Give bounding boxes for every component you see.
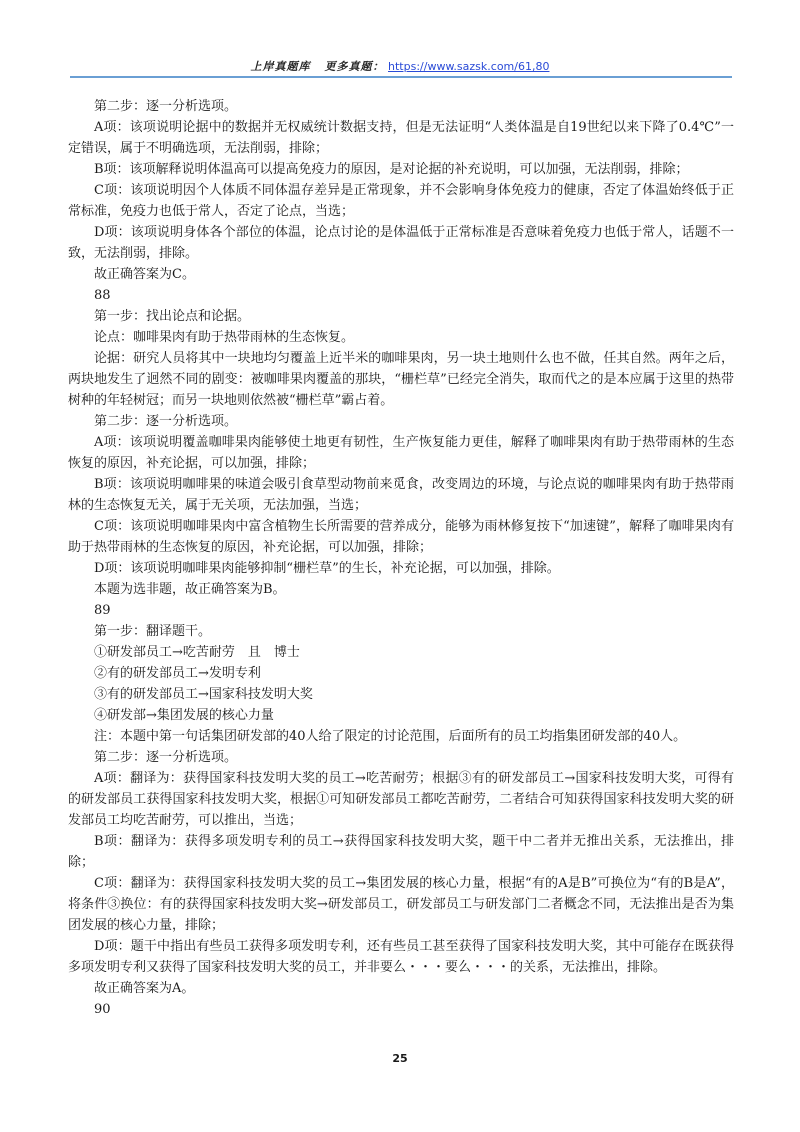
paragraph: ①研发部员工→吃苦耐劳 且 博士	[94, 645, 300, 660]
paragraph: 注：本题中第一句话集团研发部的40人给了限定的讨论范围，后面所有的员工均指集团研发部的40人。	[94, 729, 687, 744]
paragraph: C项：翻译为：获得国家科技发明大奖的员工→集团发展的核心力量，根据“有的A是B”可换位为“有的B是A”，将条件③换位：有的获得国家科技发明大奖→研发部员工，研发部员工与研发部门二者概念不同，无法推出是否为集团发展的核心力量，排除；	[68, 876, 734, 933]
paragraph: 90	[94, 1002, 111, 1017]
paragraph: 论据：研究人员将其中一块地均匀覆盖上近半米的咖啡果肉，另一块土地则什么也不做，任其自然。两年之后，两块地发生了迥然不同的剧变：被咖啡果肉覆盖的那块，“栅栏草”已经完全消失，取而代之的是本应属于这里的热带树种的年轻树冠；而另一块地则依然被“栅栏草”霸占着。	[68, 351, 734, 408]
document-body	[68, 96, 734, 1020]
paragraph: A项：该项说明覆盖咖啡果肉能够使土地更有韧性，生产恢复能力更佳，解释了咖啡果肉有助于热带雨林的生态恢复的原因，补充论据，可以加强，排除；	[68, 435, 734, 471]
paragraph: 故正确答案为A。	[94, 981, 195, 996]
paragraph: ③有的研发部员工→国家科技发明大奖	[94, 687, 313, 702]
paragraph: 第二步：逐一分析选项。	[94, 414, 238, 429]
paragraph: D项：该项说明身体各个部位的体温，论点讨论的是体温低于正常标准是否意味着免疫力也低于常人，话题不一致，无法削弱，排除。	[68, 225, 734, 261]
paragraph: 第一步：找出论点和论据。	[94, 309, 251, 324]
paragraph: 本题为选非题，故正确答案为B。	[94, 582, 286, 597]
more-label: 更多真题：	[324, 60, 385, 73]
paragraph: D项：题干中指出有些员工获得多项发明专利，还有些员工甚至获得了国家科技发明大奖，其中可能存在既获得多项发明专利又获得了国家科技发明大奖的员工，并非要么・・・要么・・・的关系，无法推出，排除。	[68, 939, 734, 975]
brand-name: 上岸真题库	[250, 60, 311, 73]
page-number: 25	[392, 1052, 408, 1065]
paragraph: 故正确答案为C。	[94, 267, 195, 282]
paragraph: ②有的研发部员工→发明专利	[94, 666, 261, 681]
paragraph: B项：翻译为：获得多项发明专利的员工→获得国家科技发明大奖，题干中二者并无推出关系，无法推出，排除；	[68, 834, 734, 870]
paragraph: 论点：咖啡果肉有助于热带雨林的生态恢复。	[94, 330, 355, 345]
paragraph: 第一步：翻译题干。	[94, 624, 212, 639]
paragraph: 第二步：逐一分析选项。	[94, 99, 238, 114]
paragraph: A项：翻译为：获得国家科技发明大奖的员工→吃苦耐劳；根据③有的研发部员工→国家科技发明大奖，可得有的研发部员工获得国家科技发明大奖，根据①可知研发部员工都吃苦耐劳，二者结合可知获得国家科技发明大奖的研发部员工均吃苦耐劳，可以推出，当选；	[68, 771, 734, 828]
paragraph: B项：该项说明咖啡果的味道会吸引食草型动物前来觅食，改变周边的环境，与论点说的咖啡果肉有助于热带雨林的生态恢复无关，属于无关项，无法加强，当选；	[68, 477, 734, 513]
question-number: 88	[94, 288, 111, 303]
paragraph: B项：该项解释说明体温高可以提高免疫力的原因，是对论据的补充说明，可以加强，无法削弱，排除；	[94, 162, 689, 177]
page-header	[0, 58, 800, 74]
paragraph: ④研发部→集团发展的核心力量	[94, 708, 274, 723]
paragraph: C项：该项说明咖啡果肉中富含植物生长所需要的营养成分，能够为雨林修复按下“加速键”，解释了咖啡果肉有助于热带雨林的生态恢复的原因，补充论据，可以加强，排除；	[68, 519, 734, 555]
paragraph: D项：该项说明咖啡果肉能够抑制“栅栏草”的生长，补充论据，可以加强，排除。	[94, 561, 560, 576]
paragraph: A项：该项说明论据中的数据并无权威统计数据支持，但是无法证明“人类体温是自19世纪以来下降了0.4℃”一定错误，属于不明确选项，无法削弱，排除；	[68, 120, 734, 156]
paragraph: C项：该项说明因个人体质不同体温存差异是正常现象，并不会影响身体免疫力的健康，否定了体温始终低于正常标准，免疫力也低于常人，否定了论点，当选；	[68, 183, 734, 219]
header-divider	[70, 76, 732, 78]
paragraph: 第二步：逐一分析选项。	[94, 750, 238, 765]
header-link[interactable]: https://www.sazsk.com/61,80	[388, 60, 550, 73]
question-number: 89	[94, 603, 111, 618]
